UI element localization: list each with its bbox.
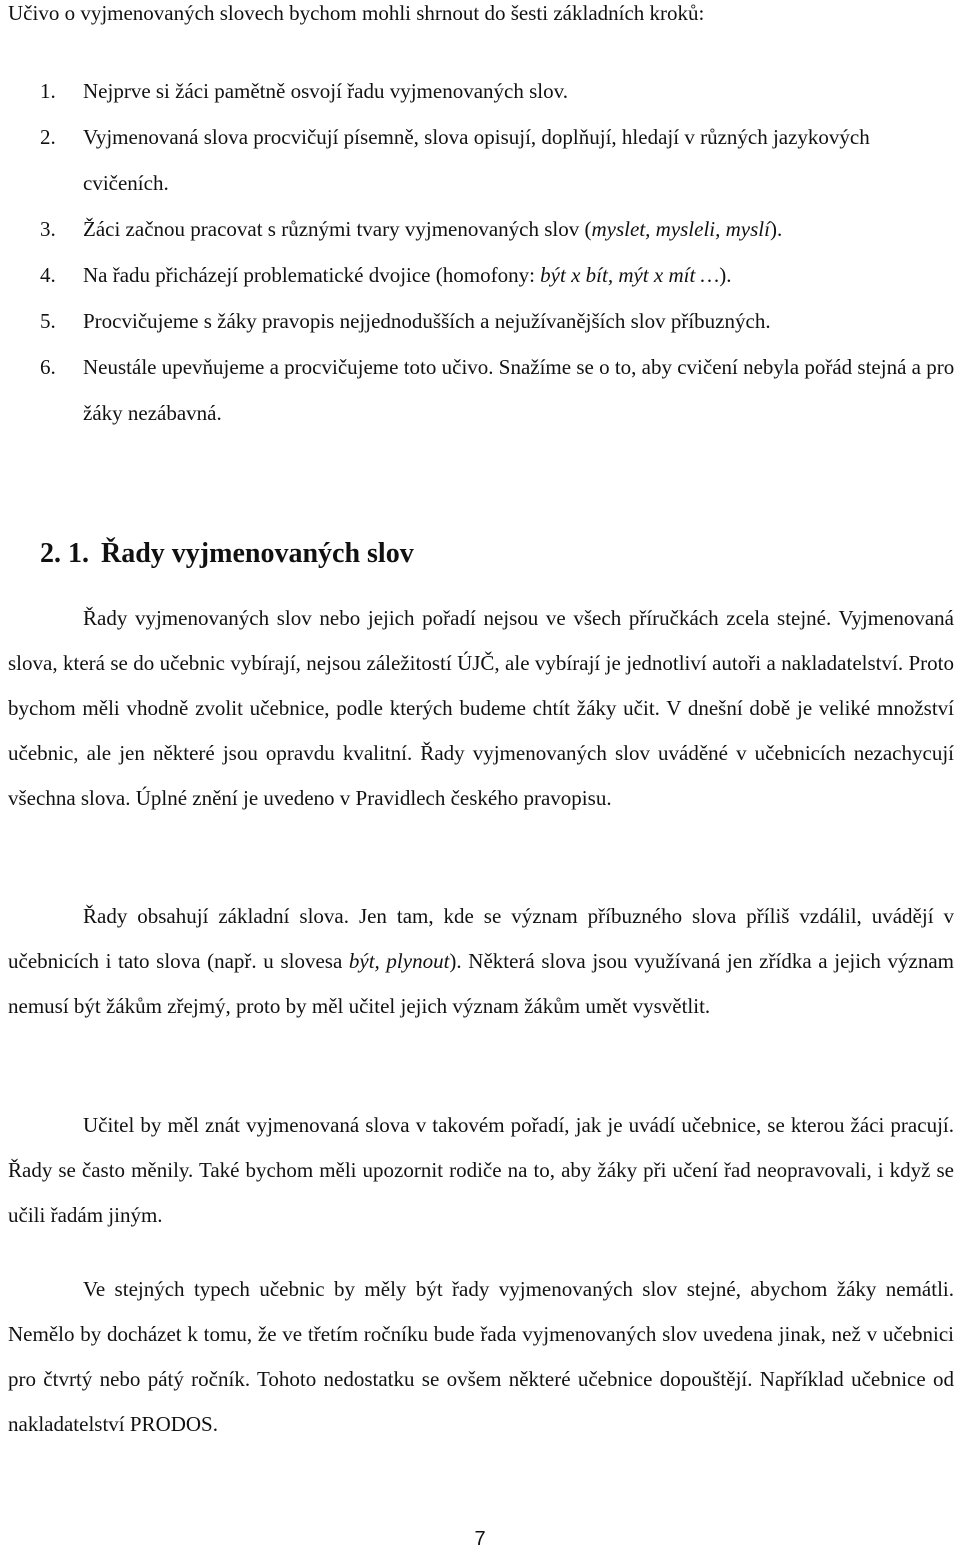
text-run: Na řadu přicházejí problematické dvojice (homofony: [83, 263, 541, 287]
text-run: Nejprve si žáci pamětně osvojí řadu vyjmenovaných slov. [83, 79, 568, 103]
text-run: Řady obsahují základní slova. Jen tam, kde se význam příbuzného slova příliš vzdálil, uvádějí v učebnicích i tato slova (např. u slovesa [8, 904, 954, 973]
text-run: ). Některá slova jsou využívaná jen zřídka a jejich význam nemusí být žákům zřejmý, proto by měl učitel jejich význam žákům umět vysvětlit. [8, 949, 954, 1018]
steps-list [40, 68, 960, 436]
list-item [40, 298, 960, 344]
text-run: ). [719, 263, 732, 287]
list-item [40, 114, 960, 206]
paragraph [8, 894, 954, 1029]
italic-text-run: myslet, mysleli, myslí [591, 217, 770, 241]
list-item [40, 68, 960, 114]
list-item-text [83, 344, 960, 436]
list-item-number: 6. [40, 355, 56, 379]
list-item-text [83, 68, 960, 114]
text-run: Učitel by měl znát vyjmenovaná slova v takovém pořadí, jak je uvádí učebnice, se kterou žáci pracují. Řady se často měnily. Také bychom měli upozornit rodiče na to, aby žáky při učení řad neopravovali, i když se učili řadám jiným. [8, 1113, 954, 1227]
paragraph [8, 1103, 954, 1238]
text-run: Řady vyjmenovaných slov nebo jejich pořadí nejsou ve všech příručkách zcela stejné. Vyjmenovaná slova, která se do učebnic vybírají, nejsou záležitostí ÚJČ, ale vybírají je jednotliví autoři a nakladatelství. Proto bychom měli vhodně zvolit učebnice, podle kterých budeme chtít žáky učit. V dnešní době je veliké množství učebnic, ale jen některé jsou opravdu kvalitní. Řady vyjmenovaných slov uváděné v učebnicích nezachycují všechna slova. Úplné znění je uvedeno v Pravidlech českého pravopisu. [8, 606, 954, 810]
list-item-number: 4. [40, 263, 56, 287]
italic-text-run: být, plynout [348, 949, 450, 973]
list-item [40, 252, 960, 298]
list-item-text [83, 206, 960, 252]
list-item-number: 2. [40, 125, 56, 149]
italic-text-run: být x bít, mýt x mít … [540, 263, 720, 287]
list-item-text [83, 252, 960, 298]
list-item-text [83, 114, 960, 206]
intro-text: Učivo o vyjmenovaných slovech bychom mohli shrnout do šesti základních kroků: [8, 1, 705, 25]
section-number: 2. 1. [40, 538, 89, 569]
page-number: 7 [474, 1528, 486, 1550]
list-item [40, 344, 960, 436]
list-item-number: 1. [40, 79, 56, 103]
text-run: Ve stejných typech učebnic by měly být řady vyjmenovaných slov stejné, abychom žáky nemátli. Nemělo by docházet k tomu, že ve třetím ročníku bude řada vyjmenovaných slov uvedena jinak, než v učebnici pro čtvrtý nebo pátý ročník. Tohoto nedostatku se ovšem některé učebnice dopouštějí. Například učebnice od nakladatelství PRODOS. [8, 1277, 954, 1436]
list-item [40, 206, 960, 252]
text-run: Procvičujeme s žáky pravopis nejjednodušších a nejužívanějších slov příbuzných. [83, 309, 771, 333]
paragraph [8, 1267, 954, 1447]
text-run: Neustále upevňujeme a procvičujeme toto učivo. Snažíme se o to, aby cvičení nebyla pořád stejná a pro žáky nezábavná. [83, 355, 955, 425]
list-item-text [83, 298, 960, 344]
section-heading [40, 534, 414, 574]
list-item-number: 5. [40, 309, 56, 333]
text-run: ). [769, 217, 783, 241]
text-run: Vyjmenovaná slova procvičují písemně, slova opisují, doplňují, hledají v různých jazykových cvičeních. [83, 125, 870, 195]
section-title: Řady vyjmenovaných slov [101, 538, 414, 569]
list-item-number: 3. [40, 217, 56, 241]
paragraph [8, 596, 954, 821]
text-run: Žáci začnou pracovat s různými tvary vyjmenovaných slov ( [83, 217, 592, 241]
